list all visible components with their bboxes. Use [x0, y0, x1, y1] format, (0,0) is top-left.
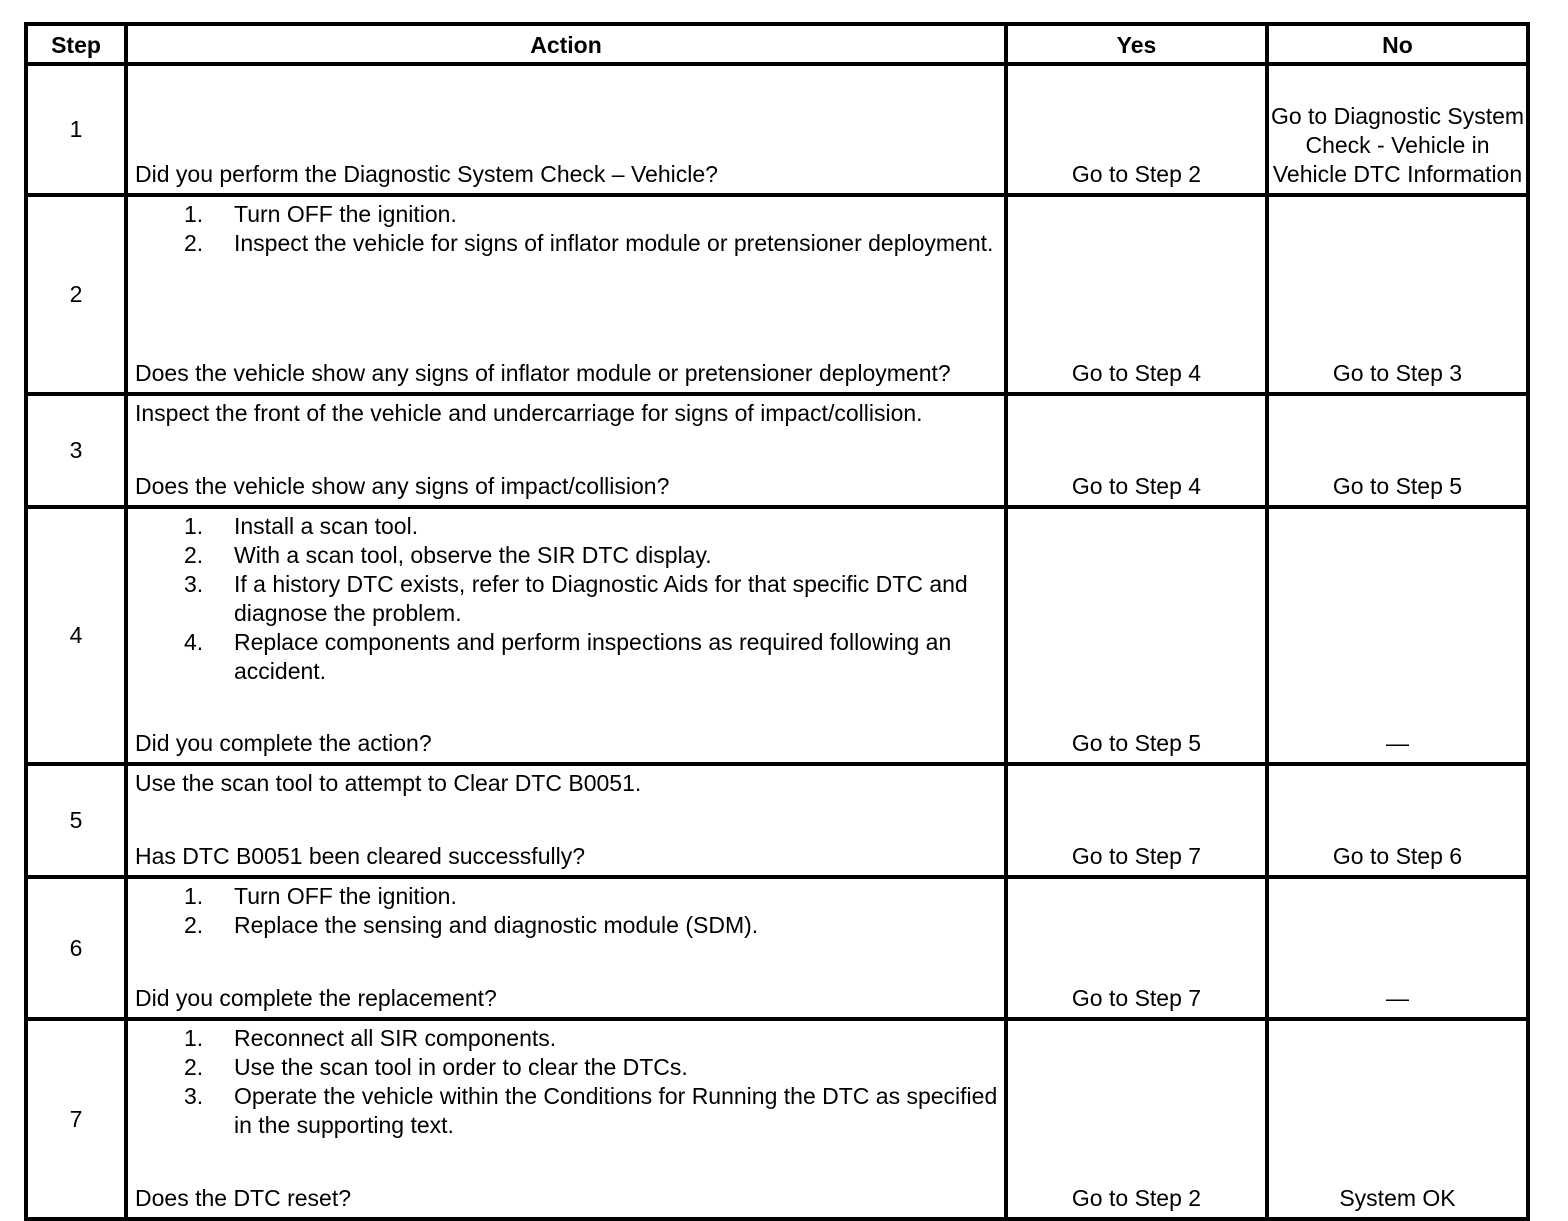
- action-cell: [126, 1019, 1006, 1219]
- list-item-text: Replace components and perform inspections as required following an accident.: [234, 629, 952, 684]
- action-cell: [126, 507, 1006, 764]
- yes-result: [1006, 764, 1267, 877]
- list-item-text: Inspect the vehicle for signs of inflator module or pretensioner deployment.: [234, 230, 994, 256]
- list-item-text: Replace the sensing and diagnostic module (SDM).: [234, 912, 759, 938]
- action-question: Did you complete the action?: [135, 730, 432, 756]
- table-row: [26, 394, 1528, 507]
- list-item-number: 2.: [184, 912, 204, 938]
- list-item: [135, 911, 998, 940]
- step-number: 7: [26, 1019, 126, 1219]
- yes-result: [1006, 507, 1267, 764]
- table-body: [26, 64, 1528, 1219]
- no-result-text: Go to Step 5: [1332, 473, 1463, 499]
- header-no: No: [1267, 24, 1528, 64]
- list-item-number: 1.: [184, 513, 204, 539]
- table-row: [26, 507, 1528, 764]
- action-step-list: [135, 512, 998, 686]
- yes-result-text: Go to Step 7: [1071, 843, 1202, 869]
- list-item: [135, 541, 998, 570]
- action-question: Does the DTC reset?: [135, 1185, 352, 1211]
- action-step-list: [135, 200, 998, 258]
- no-result: [1267, 64, 1528, 195]
- yes-result: [1006, 394, 1267, 507]
- no-result: [1267, 764, 1528, 877]
- yes-result-text: Go to Step 7: [1071, 985, 1202, 1011]
- list-item-text: Reconnect all SIR components.: [234, 1025, 557, 1051]
- list-item-text: Use the scan tool in order to clear the DTCs.: [234, 1054, 688, 1080]
- list-item: [135, 1024, 998, 1053]
- no-result: [1267, 877, 1528, 1019]
- yes-result: [1006, 195, 1267, 394]
- header-action: Action: [126, 24, 1006, 64]
- no-result-text: Go to Step 6: [1332, 843, 1463, 869]
- yes-result-text: Go to Step 4: [1071, 360, 1202, 386]
- action-cell: [126, 64, 1006, 195]
- no-result-text: System OK: [1339, 1185, 1456, 1211]
- table-row: [26, 64, 1528, 195]
- step-number: 5: [26, 764, 126, 877]
- yes-result-text: Go to Step 4: [1071, 473, 1202, 499]
- action-question: Did you complete the replacement?: [135, 985, 497, 1011]
- yes-result: [1006, 64, 1267, 195]
- no-result: [1267, 507, 1528, 764]
- list-item-text: Operate the vehicle within the Conditions for Running the DTC as specified in the supporting text.: [234, 1083, 998, 1138]
- yes-result-text: Go to Step 2: [1071, 1185, 1202, 1211]
- no-result: [1267, 195, 1528, 394]
- list-item-text: Turn OFF the ignition.: [234, 883, 457, 909]
- list-item: [135, 628, 998, 686]
- action-cell: [126, 764, 1006, 877]
- step-number: 3: [26, 394, 126, 507]
- table-row: [26, 195, 1528, 394]
- action-cell: [126, 877, 1006, 1019]
- no-result: [1267, 394, 1528, 507]
- list-item-number: 3.: [184, 571, 204, 597]
- action-question: Did you perform the Diagnostic System Check – Vehicle?: [135, 161, 718, 187]
- action-step-list: [135, 882, 998, 940]
- yes-result-text: Go to Step 5: [1071, 730, 1202, 756]
- list-item-text: Install a scan tool.: [234, 513, 419, 539]
- list-item: [135, 229, 998, 258]
- action-question: Does the vehicle show any signs of impact/collision?: [135, 473, 670, 499]
- yes-result-text: Go to Step 2: [1071, 161, 1202, 187]
- step-number: 4: [26, 507, 126, 764]
- step-number: 6: [26, 877, 126, 1019]
- header-row: [26, 24, 1528, 64]
- list-item: [135, 200, 998, 229]
- no-result-text: Go to Diagnostic System Check - Vehicle in Vehicle DTC Information: [1270, 103, 1525, 187]
- action-instruction: Inspect the front of the vehicle and undercarriage for signs of impact/collision.: [135, 400, 923, 426]
- action-instruction: Use the scan tool to attempt to Clear DTC B0051.: [135, 770, 642, 796]
- list-item-number: 1.: [184, 1025, 204, 1051]
- list-item-number: 2.: [184, 230, 204, 256]
- no-result: [1267, 1019, 1528, 1219]
- header-yes: Yes: [1006, 24, 1267, 64]
- step-number: 1: [26, 64, 126, 195]
- action-cell: [126, 394, 1006, 507]
- yes-result: [1006, 877, 1267, 1019]
- list-item: [135, 1082, 998, 1140]
- action-question: Does the vehicle show any signs of inflator module or pretensioner deployment?: [135, 360, 951, 386]
- list-item-text: If a history DTC exists, refer to Diagnostic Aids for that specific DTC and diagnose the problem.: [234, 571, 968, 626]
- list-item-text: With a scan tool, observe the SIR DTC display.: [234, 542, 712, 568]
- list-item: [135, 570, 998, 628]
- step-number: 2: [26, 195, 126, 394]
- table-row: [26, 1019, 1528, 1219]
- no-result-text: Go to Step 3: [1332, 360, 1463, 386]
- list-item: [135, 512, 998, 541]
- list-item-number: 1.: [184, 201, 204, 227]
- table-row: [26, 877, 1528, 1019]
- action-cell: [126, 195, 1006, 394]
- list-item: [135, 1053, 998, 1082]
- no-result-text: —: [1386, 985, 1409, 1011]
- list-item-text: Turn OFF the ignition.: [234, 201, 457, 227]
- list-item-number: 4.: [184, 629, 204, 655]
- list-item-number: 1.: [184, 883, 204, 909]
- list-item: [135, 882, 998, 911]
- list-item-number: 2.: [184, 1054, 204, 1080]
- header-step: Step: [26, 24, 126, 64]
- diagnostic-table: [24, 22, 1530, 1221]
- yes-result: [1006, 1019, 1267, 1219]
- action-question: Has DTC B0051 been cleared successfully?: [135, 843, 586, 869]
- no-result-text: —: [1386, 730, 1409, 756]
- action-step-list: [135, 1024, 998, 1140]
- list-item-number: 2.: [184, 542, 204, 568]
- list-item-number: 3.: [184, 1083, 204, 1109]
- table-row: [26, 764, 1528, 877]
